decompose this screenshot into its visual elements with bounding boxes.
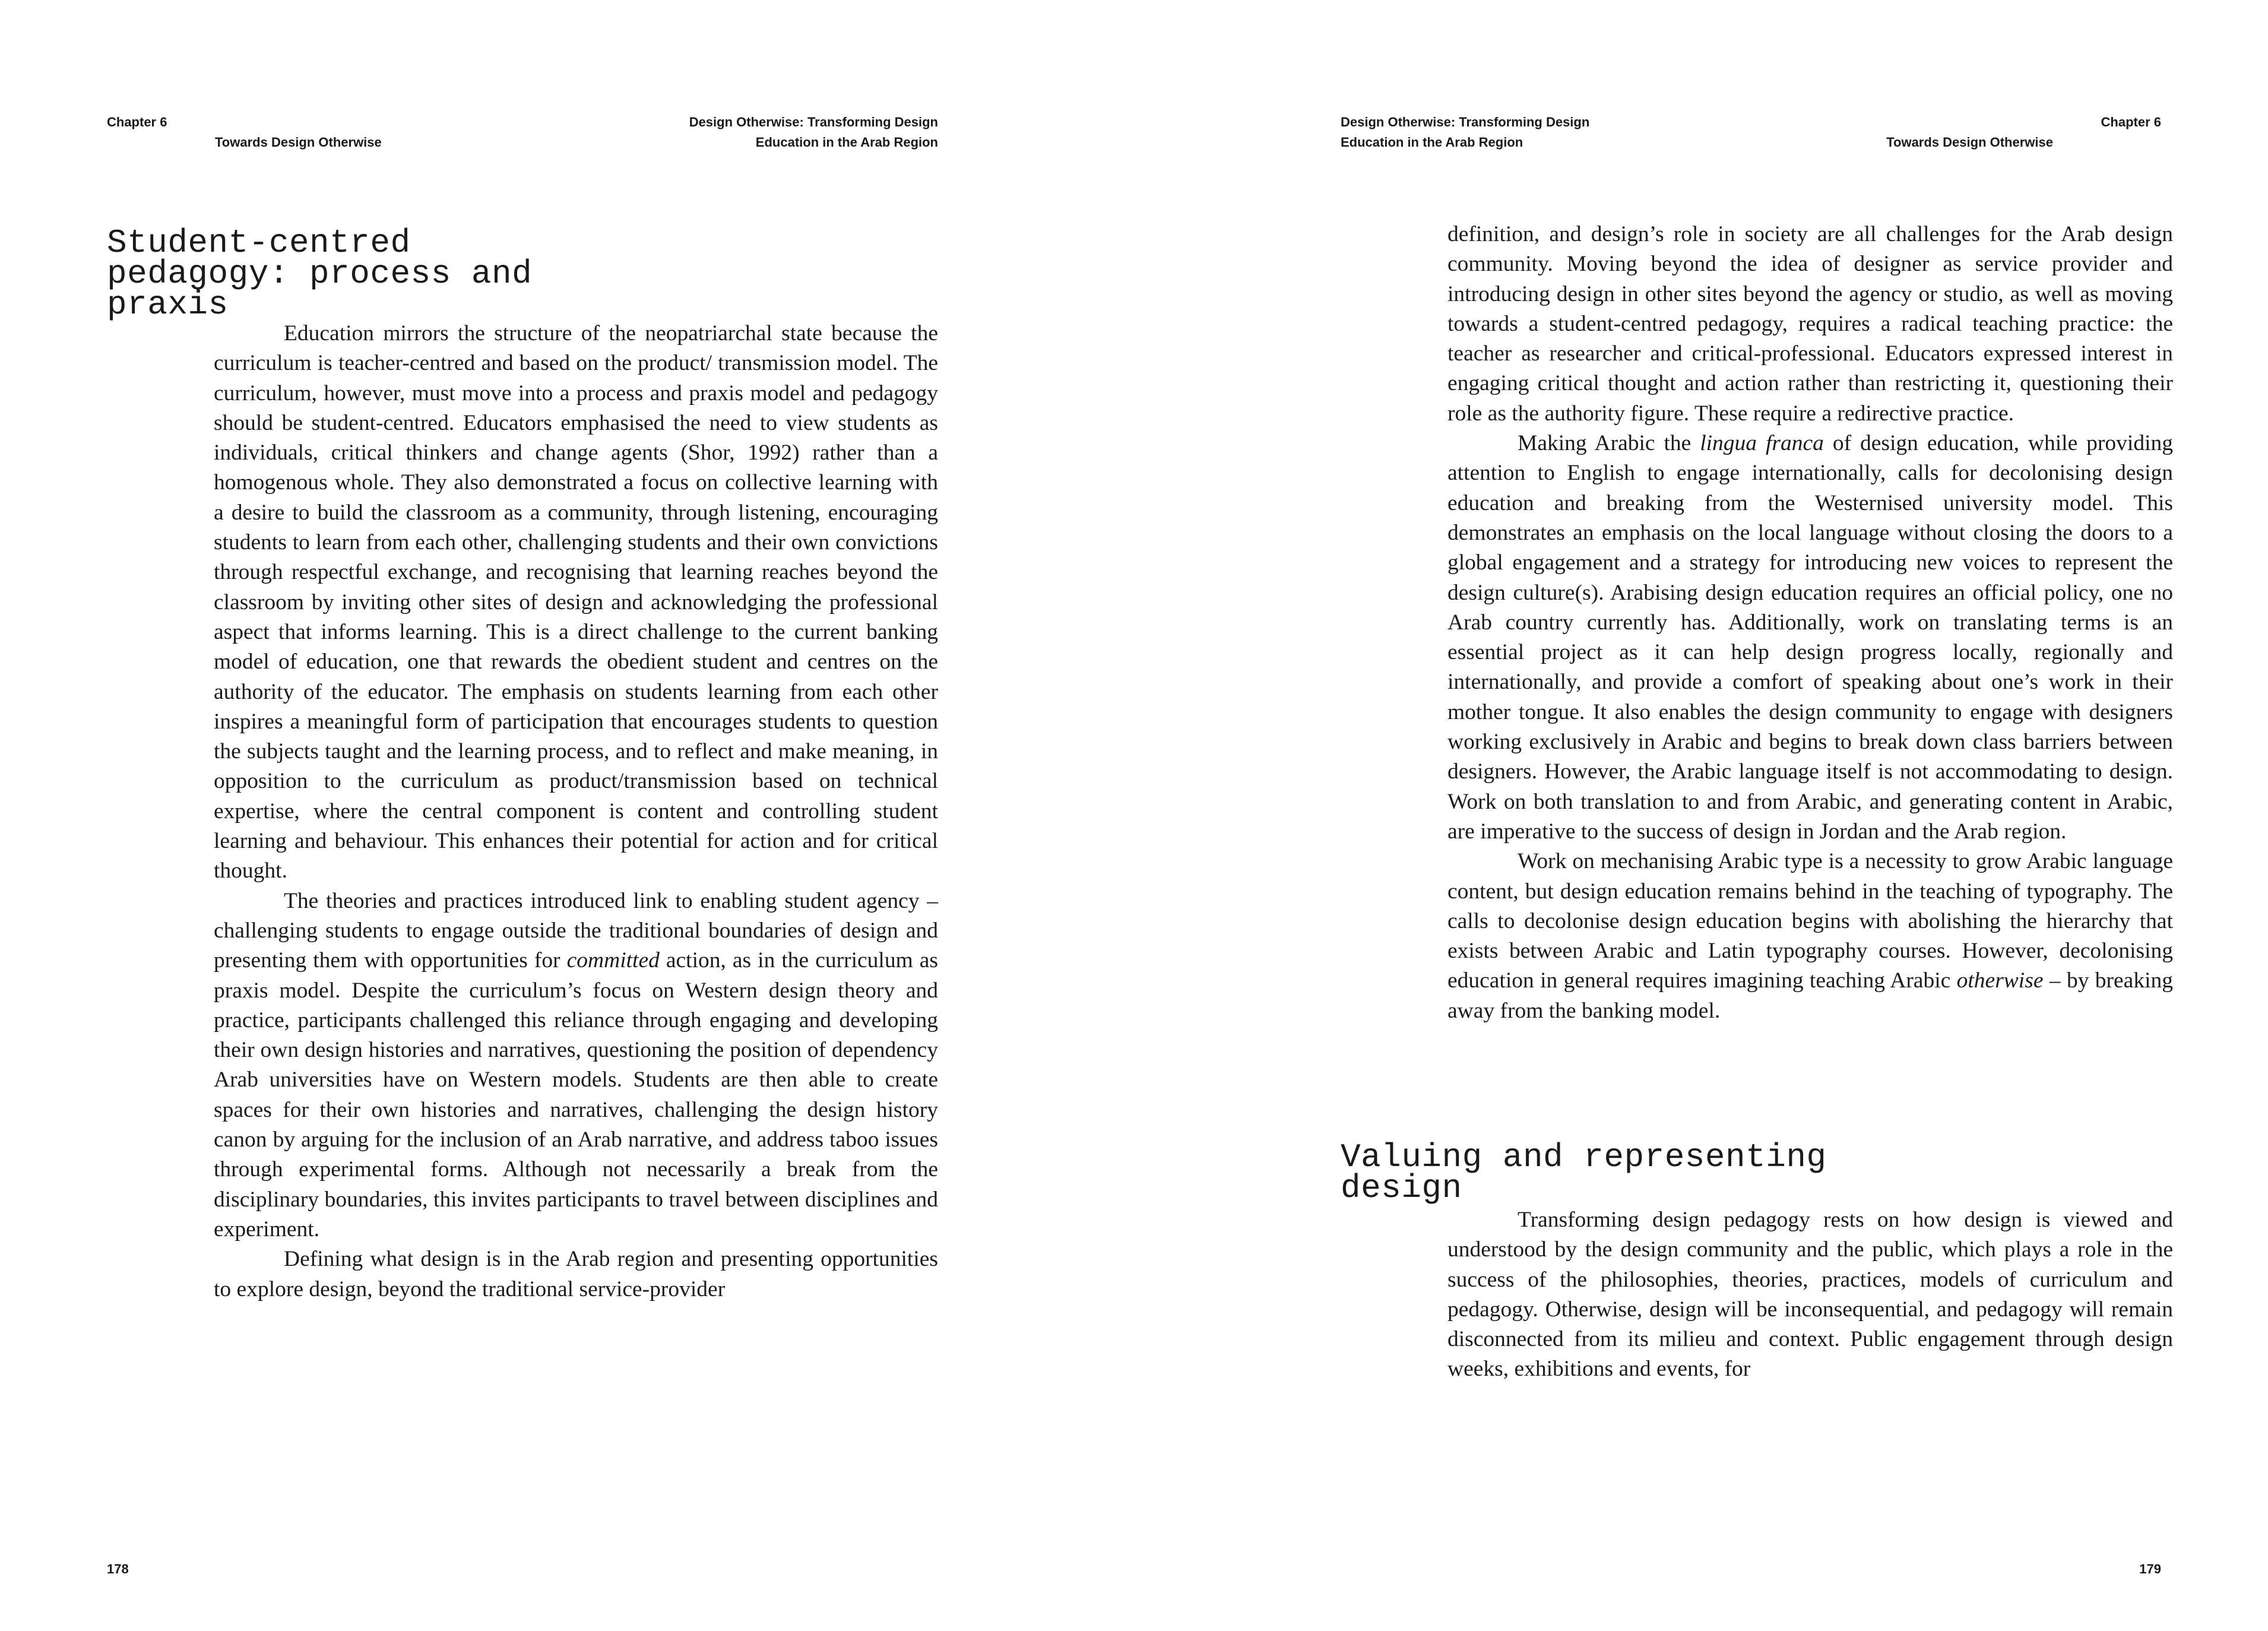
running-head-book-title-line2: Education in the Arab Region <box>1341 135 1523 150</box>
text-run: The theories and practices introduced link to enabling student agency – challenging students to engage outside the traditional boundaries of design and presenting them with opportunities for <box>214 888 938 973</box>
page-number: 179 <box>2139 1562 2161 1576</box>
paragraph <box>1447 429 2173 847</box>
right-page <box>1134 0 2268 1631</box>
page-number: 178 <box>107 1562 129 1576</box>
paragraph: Defining what design is in the Arab region and presenting opportunities to explore design, beyond the traditional service-provider <box>214 1247 938 1301</box>
running-head-book-title-line1: Design Otherwise: Transforming Design <box>1341 115 1590 129</box>
section-heading-line: pedagogy: process and <box>107 255 533 293</box>
body-text-right-section <box>1447 1205 2173 1385</box>
paragraph <box>214 886 938 1245</box>
text-run: Making Arabic the <box>1518 431 1700 456</box>
body-text-left <box>214 319 938 1304</box>
paragraph <box>1447 847 2173 1026</box>
paragraph: Transforming design pedagogy rests on how design is viewed and understood by the design community and the public, which plays a role in the success of the philosophies, theories, practices, models of curriculum and pedagogy. Otherwise, design will be inconsequential, and pedagogy will remain disconnected from its milieu and context. Public engagement through design weeks, exhibitions and events, for <box>1447 1208 2173 1382</box>
section-heading-line: praxis <box>107 286 229 324</box>
running-head-section: Towards Design Otherwise <box>1886 135 2053 150</box>
running-head-book-title-line1: Design Otherwise: Transforming Design <box>689 115 938 129</box>
section-heading-line: design <box>1341 1169 1462 1207</box>
running-head-section: Towards Design Otherwise <box>215 135 382 150</box>
text-run: of design education, while providing attention to English to engage internationally, calls for decolonising design education and breaking from the Westernised university model. This demonstrates an emphasis on the local language without closing the doors to a global engagement and a strategy for introducing new voices to represent the design culture(s). Arabising design education requires an official policy, one no Arab country currently has. Additionally, work on translating terms is an essential project as it can help design progress locally, regionally and internationally, and provide a comfort of speaking about one’s work in their mother tongue. It also enables the design community to engage with designers working exclusively in Arabic and begins to break down class barriers between designers. However, the Arabic language itself is not accommodating to design. Work on both translation to and from Arabic, and generating content in Arabic, are imperative to the success of design in Jordan and the Arab region. <box>1447 431 2173 844</box>
text-run: – by breaking away from the banking model. <box>1447 968 2173 1023</box>
section-heading-line: Student-centred <box>107 224 411 262</box>
text-run: Work on mechanising Arabic type is a necessity to grow Arabic language content, but design education remains behind in the teaching of typography. The calls to decolonise design education begins with abolishing the hierarchy that exists between Arabic and Latin typography courses. However, decolonising education in general requires imagining teaching Arabic <box>1447 849 2173 993</box>
running-head-book-title-line2: Education in the Arab Region <box>755 135 938 150</box>
emphasis: otherwise <box>1956 968 2044 993</box>
body-text-right <box>1447 220 2173 1026</box>
running-head-chapter: Chapter 6 <box>107 115 167 129</box>
text-run: action, as in the curriculum as praxis model. Despite the curriculum’s focus on Western design theory and practice, participants challenged this reliance through engaging and developing their own design histories and narratives, questioning the position of dependency Arab universities have on Western models. Students are then able to create spaces for their own histories and narratives, challenging the design history canon by arguing for the inclusion of an Arab narrative, and address taboo issues through experimental forms. Although not necessarily a break from the disciplinary boundaries, this invites participants to travel between disciplines and experiment. <box>214 948 939 1242</box>
section-heading-line: Valuing and representing <box>1341 1138 1827 1176</box>
emphasis: committed <box>566 948 660 973</box>
section-heading <box>107 224 533 324</box>
running-head-chapter: Chapter 6 <box>2101 115 2161 129</box>
paragraph: Education mirrors the structure of the neopatriarchal state because the curriculum is teacher-centred and based on the product/ transmission model. The curriculum, however, must move into a process and praxis model and pedagogy should be student-centred. Educators emphasised the need to view students as individuals, critical thinkers and change agents (Shor, 1992) rather than a homogenous whole. They also demonstrated a focus on collective learning with a desire to build the classroom as a community, through listening, encouraging students to learn from each other, challenging students and their own convictions through respectful exchange, and recognising that learning reaches beyond the classroom by inviting other sites of design and acknowledging the professional aspect that informs learning. This is a direct challenge to the current banking model of education, one that rewards the obedient student and centres on the authority of the educator. The emphasis on students learning from each other inspires a meaningful form of participation that encourages students to question the subjects taught and the learning process, and to reflect and make meaning, in opposition to the curriculum as product/transmission based on technical expertise, where the central component is content and controlling student learning and behaviour. This enhances their potential for action and for critical thought. <box>214 321 938 883</box>
paragraph: definition, and design’s role in society are all challenges for the Arab design community. Moving beyond the idea of designer as service provider and introducing design in other sites beyond the agency or studio, as well as moving towards a student-centred pedagogy, requires a radical teaching practice: the teacher as researcher and critical-professional. Educators expressed interest in engaging critical thought and action rather than restricting it, questioning their role as the authority figure. These require a redirective practice. <box>1447 222 2173 426</box>
emphasis: lingua franca <box>1700 431 1824 456</box>
section-heading <box>1341 1138 1827 1207</box>
